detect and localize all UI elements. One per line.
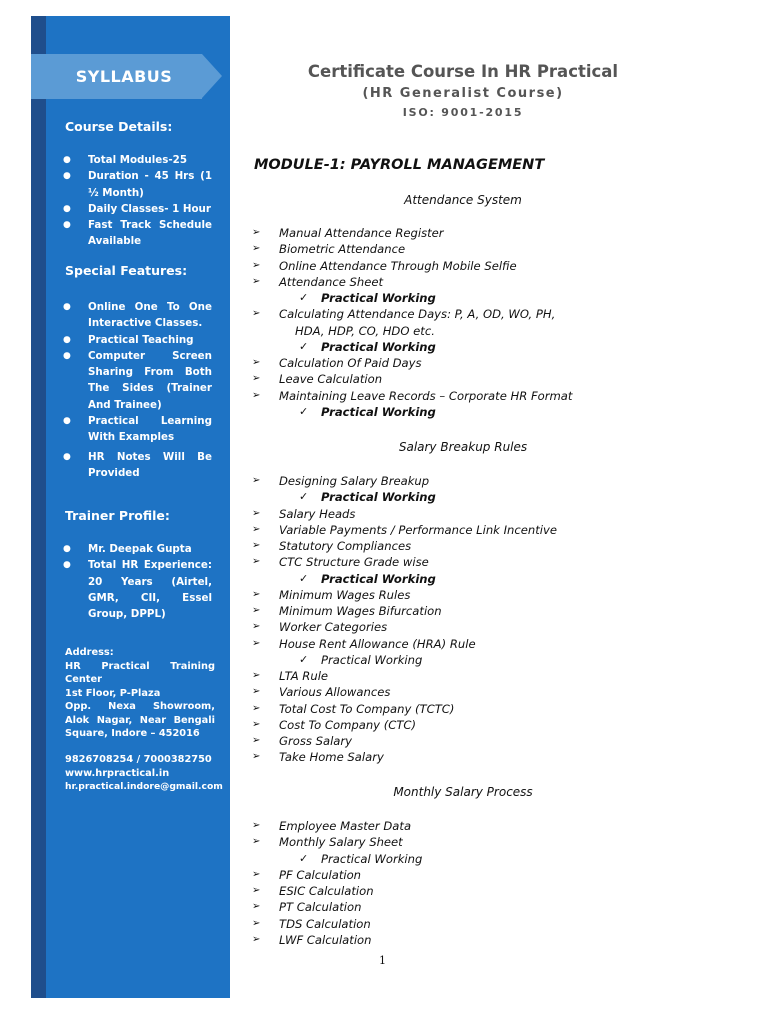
special-features-heading: Special Features: (65, 263, 188, 278)
phone-number: 9826708254 / 7000382750 (65, 754, 212, 765)
list-item: ● Fast Track Schedule Available (63, 219, 212, 248)
item-text: Practical Working (321, 571, 436, 586)
arrow-bullet-icon: ➢ (252, 885, 261, 896)
item-text: LTA Rule (279, 669, 329, 683)
special-features-list (60, 299, 212, 481)
check-mark-icon: ✓ (299, 490, 309, 504)
item-text: Minimum Wages Bifurcation (279, 604, 442, 618)
list-item (252, 668, 557, 684)
contact-block (65, 753, 223, 794)
arrow-bullet-icon: ➢ (252, 588, 261, 600)
list-item (252, 388, 572, 404)
course-subtitle: (HR Generalist Course) (362, 86, 564, 101)
item-text: Attendance Sheet (279, 274, 384, 289)
list-item (252, 603, 557, 619)
arrow-bullet-icon: ➢ (252, 605, 261, 616)
list-item (252, 489, 557, 505)
course-details-heading: Course Details: (65, 119, 173, 134)
arrow-bullet-icon: ➢ (252, 637, 261, 649)
page-number: 1 (379, 954, 386, 967)
bullet-dot-icon: ● (63, 560, 71, 571)
address-line: 1st Floor, P-Plaza (65, 687, 161, 699)
item-text: Employee Master Data (279, 819, 412, 833)
check-mark-icon: ✓ (299, 851, 309, 865)
item-text: Total Cost To Company (TCTC) (279, 701, 455, 716)
item-text: HDA, HDP, CO, HDO etc. (295, 323, 435, 338)
item-text: Manual Attendance Register (279, 226, 444, 240)
item-text: CTC Structure Grade wise (279, 555, 429, 570)
bullet-dot-icon: ● (63, 171, 71, 182)
bullet-dot-icon: ● (63, 544, 71, 554)
list-item (252, 339, 572, 355)
section-item-list (252, 473, 557, 766)
item-text: Online Attendance Through Mobile Selfie (279, 258, 517, 273)
item-text: Various Allowances (279, 685, 391, 700)
list-item (252, 571, 557, 587)
list-item (252, 355, 572, 371)
section-heading: Monthly Salary Process (393, 785, 533, 799)
list-item (252, 916, 422, 932)
list-item (252, 538, 557, 554)
iso-label: ISO: 9001-2015 (402, 106, 524, 119)
item-text: Minimum Wages Rules (279, 587, 411, 602)
arrow-bullet-icon: ➢ (252, 751, 261, 763)
item-text: Practical Working (321, 490, 436, 505)
list-item (252, 733, 557, 749)
list-item (252, 851, 422, 867)
bullet-dot-icon: ● (63, 451, 71, 462)
bullet-dot-icon: ● (63, 220, 71, 231)
list-item (252, 932, 422, 948)
section-item-list (252, 818, 422, 948)
check-mark-icon: ✓ (299, 571, 309, 585)
arrow-bullet-icon: ➢ (252, 373, 261, 385)
item-text: Cost To Company (CTC) (279, 717, 417, 732)
list-item: ● Duration - 45 Hrs (1 ½ Month) (63, 170, 212, 199)
item-text: Gross Salary (279, 734, 353, 748)
list-item (252, 323, 572, 339)
bullet-dot-icon: ● (63, 302, 71, 312)
check-mark-icon: ✓ (299, 404, 309, 418)
item-text: Maintaining Leave Records – Corporate HR Format (279, 388, 573, 403)
list-item (252, 306, 572, 322)
list-item: ● Practical Learning With Examples (63, 415, 212, 444)
list-item (252, 506, 557, 522)
list-item (252, 225, 572, 241)
item-text: PT Calculation (279, 900, 362, 915)
section-heading: Salary Breakup Rules (398, 440, 528, 454)
arrow-bullet-icon: ➢ (252, 933, 261, 945)
arrow-bullet-icon: ➢ (252, 917, 261, 929)
item-text: ESIC Calculation (279, 884, 374, 898)
arrow-bullet-icon: ➢ (252, 259, 261, 271)
bullet-dot-icon: ● (63, 416, 71, 427)
arrow-bullet-icon: ➢ (252, 523, 261, 535)
arrow-bullet-icon: ➢ (252, 621, 261, 633)
list-item (252, 717, 557, 733)
item-text: LWF Calculation (279, 932, 372, 947)
item-text: House Rent Allowance (HRA) Rule (279, 636, 476, 651)
item-text: Practical Working (321, 404, 436, 419)
arrow-bullet-icon: ➢ (252, 389, 261, 401)
list-item: ● Practical Teaching (60, 332, 212, 348)
syllabus-tab-label: SYLLABUS (75, 67, 173, 86)
list-item (252, 522, 557, 538)
course-title: Certificate Course In HR Practical (307, 62, 619, 81)
item-text: Practical Working (321, 291, 436, 305)
arrow-bullet-icon: ➢ (252, 357, 261, 368)
arrow-bullet-icon: ➢ (252, 227, 261, 238)
bullet-dot-icon: ● (63, 155, 71, 165)
item-text: Calculating Attendance Days: P, A, OD, WO, PH, (279, 307, 556, 322)
list-item (252, 636, 557, 652)
trainer-profile-heading: Trainer Profile: (65, 508, 170, 523)
list-item: ● Mr. Deepak Gupta (60, 541, 212, 557)
list-item: ● Total HR Experience: 20 Years (Airtel, GMR, CII, Essel Group, DPPL) (63, 559, 212, 621)
item-text: Variable Payments / Performance Link Incentive (279, 522, 557, 537)
arrow-bullet-icon: ➢ (252, 540, 261, 551)
list-item (252, 274, 572, 290)
list-item (252, 258, 572, 274)
item-text: Calculation Of Paid Days (279, 356, 422, 370)
bullet-dot-icon: ● (63, 203, 71, 214)
arrow-bullet-icon: ➢ (252, 686, 261, 698)
list-item (252, 701, 557, 717)
module-title: MODULE-1: PAYROLL MANAGEMENT (254, 157, 545, 173)
item-text: Monthly Salary Sheet (279, 835, 403, 850)
arrow-bullet-icon: ➢ (252, 507, 261, 519)
item-text: Practical Working (321, 339, 436, 354)
list-item (252, 867, 422, 883)
arrow-bullet-icon: ➢ (252, 275, 261, 287)
arrow-bullet-icon: ➢ (252, 820, 261, 831)
address-label: Address: (65, 647, 114, 658)
check-mark-icon: ✓ (299, 291, 309, 304)
arrow-bullet-icon: ➢ (252, 836, 261, 848)
course-details-list (60, 152, 212, 250)
list-item (252, 241, 572, 257)
list-item: ● Online One To One Interactive Classes. (63, 301, 212, 330)
arrow-bullet-icon: ➢ (252, 556, 261, 568)
arrow-bullet-icon: ➢ (252, 868, 261, 880)
list-item: ● HR Notes Will Be Provided (63, 450, 212, 479)
arrow-bullet-icon: ➢ (252, 702, 261, 714)
arrow-bullet-icon: ➢ (252, 735, 261, 746)
item-text: Designing Salary Breakup (279, 474, 430, 488)
item-text: Practical Working (321, 652, 423, 667)
item-text: Statutory Compliances (279, 539, 412, 553)
item-text: Practical Working (321, 851, 423, 866)
email-link[interactable]: hr.practical.indore@gmail.com (65, 781, 223, 792)
item-text: PF Calculation (279, 867, 362, 882)
list-item: ● Total Modules-25 (60, 152, 212, 168)
bullet-dot-icon: ● (63, 334, 71, 345)
list-item (252, 749, 557, 765)
sidebar-accent-strip (31, 16, 46, 998)
section-item-list (252, 225, 572, 420)
item-text: Leave Calculation (279, 372, 383, 387)
check-mark-icon: ✓ (299, 652, 309, 666)
trainer-profile-list (60, 541, 212, 622)
list-item (252, 371, 572, 387)
list-item (252, 554, 557, 570)
list-item (252, 290, 572, 306)
list-item (252, 652, 557, 668)
section-heading: Attendance System (404, 193, 522, 207)
list-item (252, 619, 557, 635)
address-line: Opp. Nexa Showroom, Alok Nagar, Near Bengali Square, Indore – 452016 (65, 701, 215, 739)
address-block (65, 646, 215, 741)
bullet-dot-icon: ● (63, 350, 71, 361)
arrow-bullet-icon: ➢ (252, 670, 261, 681)
list-item (252, 834, 422, 850)
arrow-bullet-icon: ➢ (252, 718, 261, 730)
list-item (252, 899, 422, 915)
arrow-bullet-icon: ➢ (252, 475, 261, 486)
list-item (252, 587, 557, 603)
item-text: TDS Calculation (279, 916, 371, 931)
list-item (252, 818, 422, 834)
list-item: ● Computer Screen Sharing From Both The Sides (Trainer And Trainee) (63, 349, 212, 411)
list-item (252, 404, 572, 420)
arrow-bullet-icon: ➢ (252, 901, 261, 913)
item-text: Salary Heads (279, 506, 356, 521)
arrow-bullet-icon: ➢ (252, 243, 261, 255)
list-item (252, 684, 557, 700)
website-link[interactable]: www.hrpractical.in (65, 767, 170, 779)
list-item (252, 473, 557, 489)
list-item: ● Daily Classes- 1 Hour (60, 201, 212, 217)
list-item (252, 883, 422, 899)
item-text: Worker Categories (279, 620, 388, 635)
item-text: Take Home Salary (279, 750, 384, 765)
arrow-bullet-icon: ➢ (252, 308, 261, 320)
address-line: HR Practical Training Center (65, 660, 215, 685)
item-text: Biometric Attendance (279, 242, 406, 257)
check-mark-icon: ✓ (299, 339, 309, 353)
